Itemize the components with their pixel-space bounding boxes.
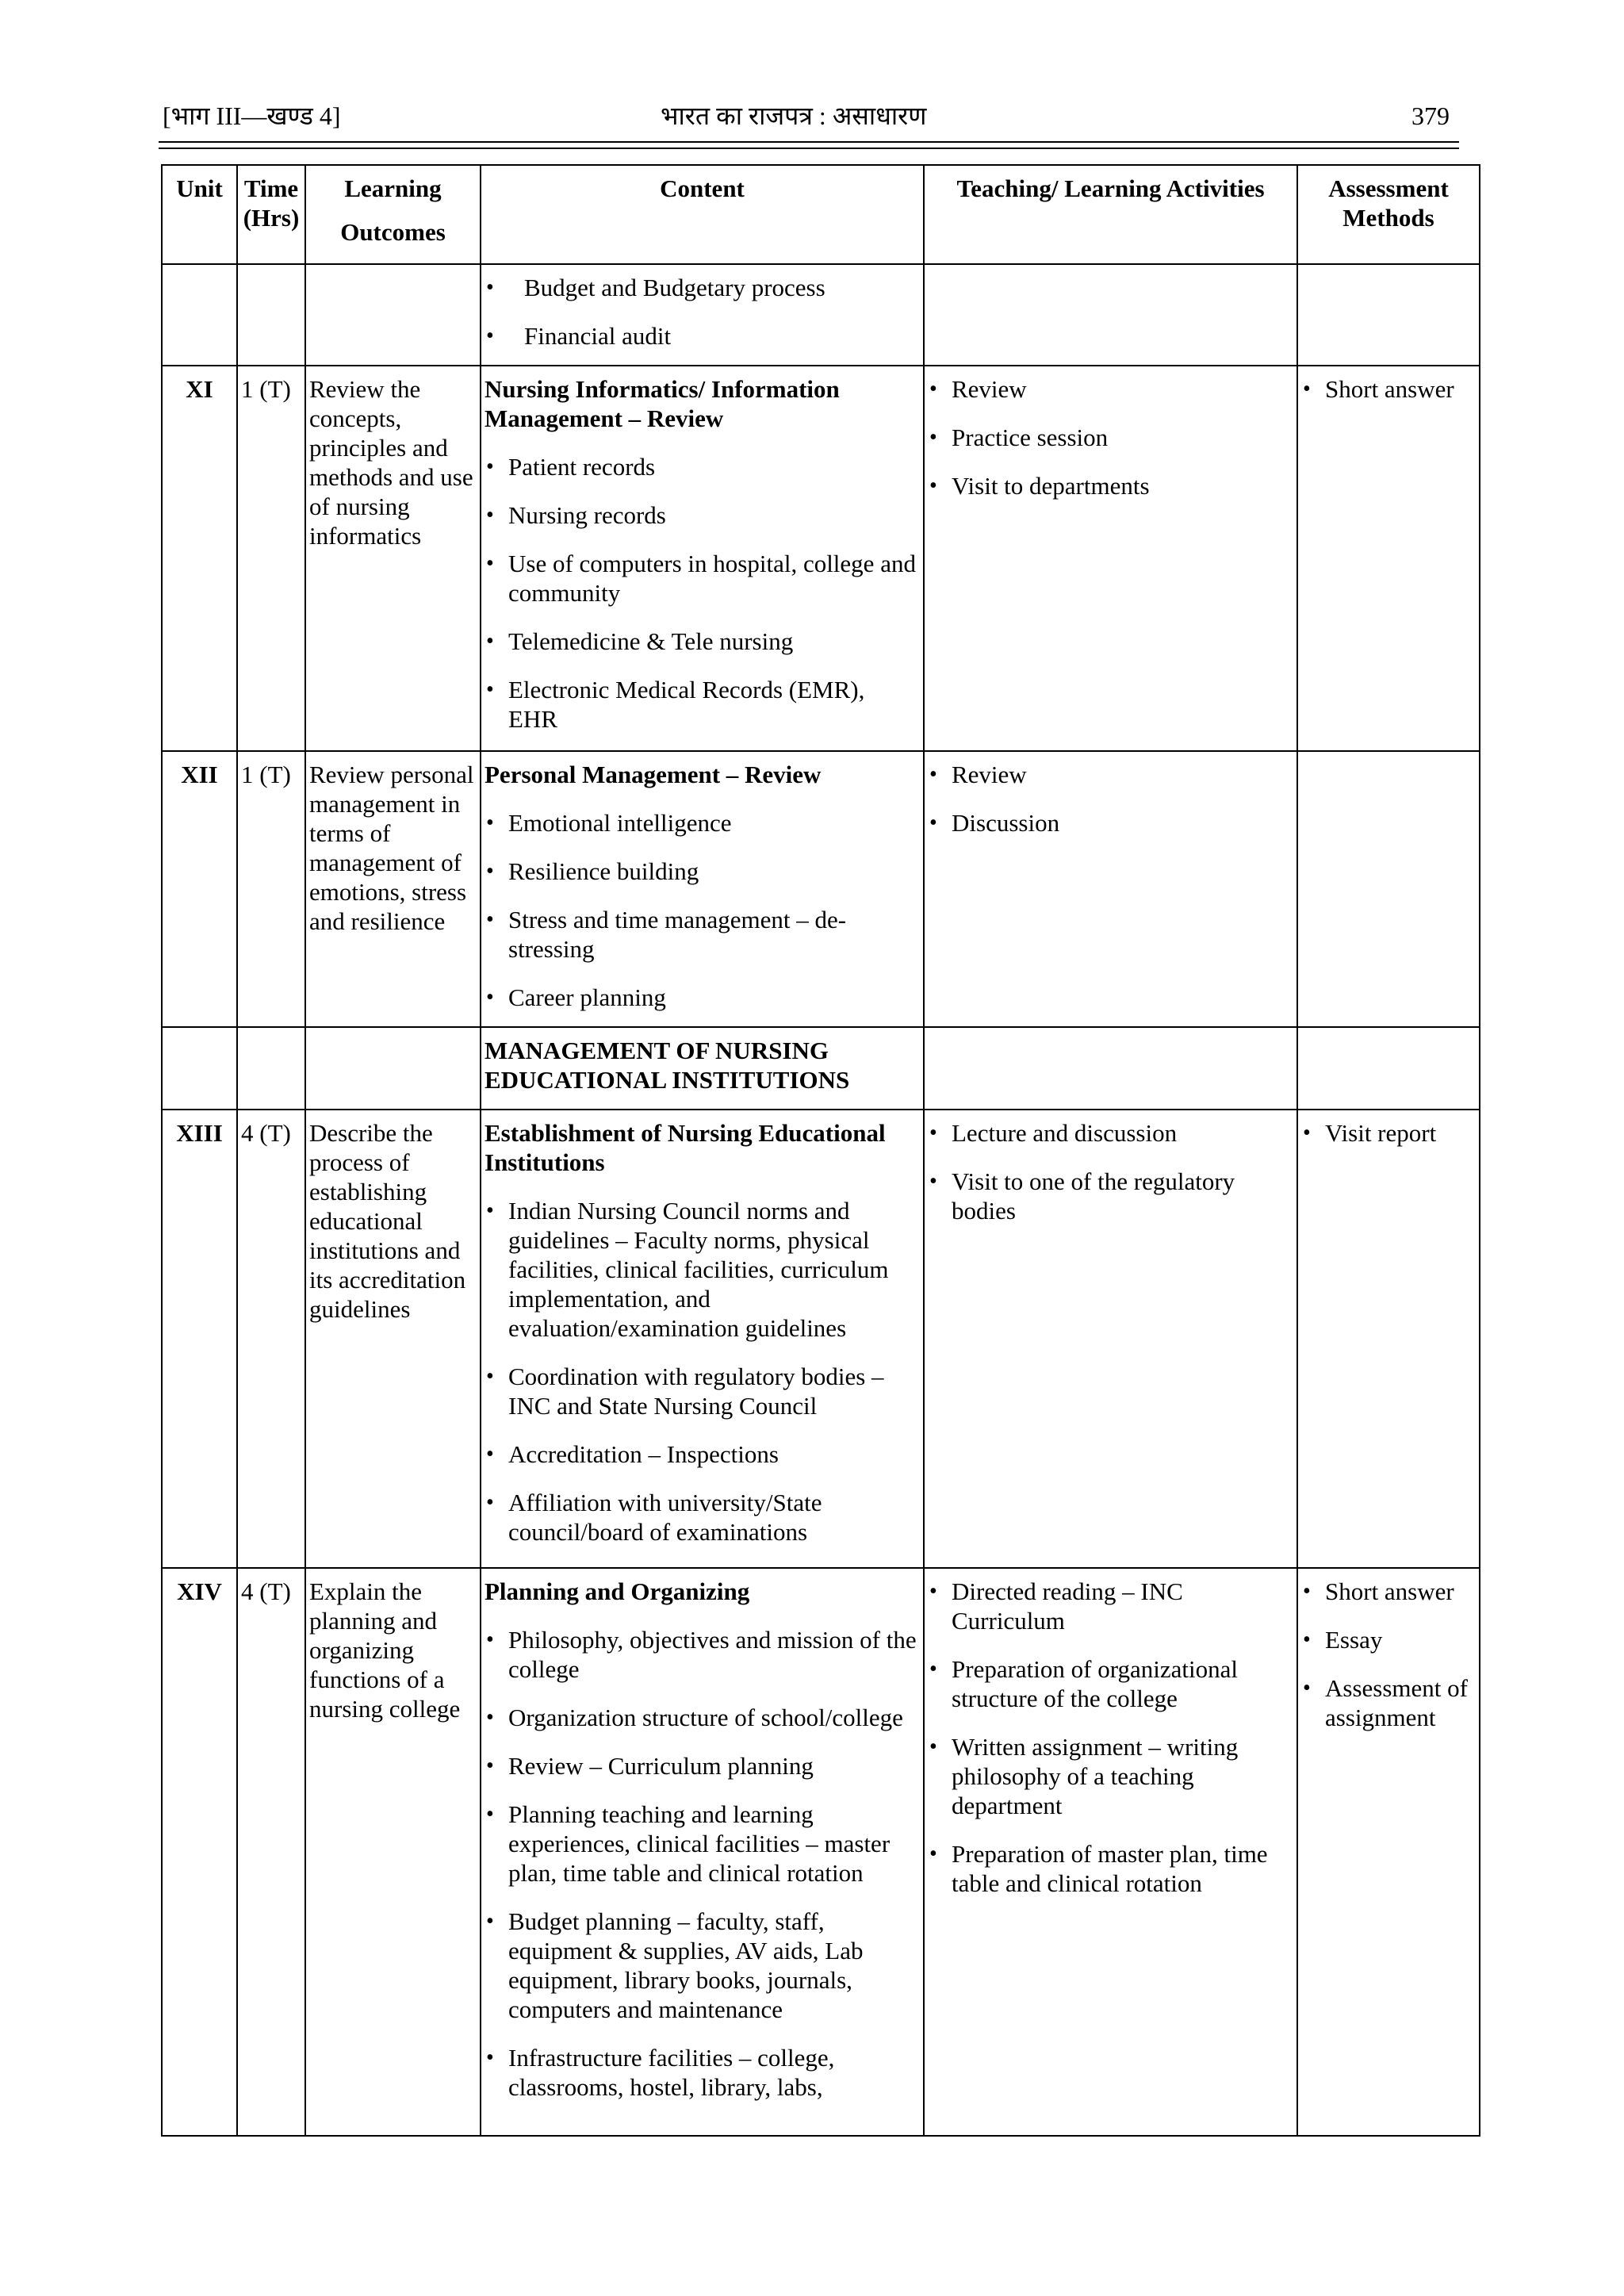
assessment-item: • Visit report [1301,1118,1476,1148]
table-row [162,1110,1480,1568]
table-row [162,1027,1480,1110]
activity-item: • Written assignment – writing philosophy of a teaching department [928,1732,1293,1820]
content-item: • Budget planning – faculty, staff, equipment & supplies, AV aids, Lab equipment, library books, journals, computers and maintenance [485,1907,920,2024]
activities-cell [924,264,1297,366]
assessment-item: • Short answer [1301,1577,1476,1606]
table-header-row [162,165,1480,264]
content-cell [481,264,924,366]
content-item: • Philosophy, objectives and mission of the college [485,1625,920,1684]
activity-item: • Visit to departments [928,471,1293,500]
content-item: • Stress and time management – de-stressing [485,905,920,964]
header-rule-top [159,141,1459,143]
activity-item: • Review [928,374,1293,404]
activity-item: • Directed reading – INC Curriculum [928,1577,1293,1635]
content-item: • Planning teaching and learning experiences, clinical facilities – master plan, time table and clinical rotation [485,1800,920,1888]
content-item: • Infrastructure facilities – college, classrooms, hostel, library, labs, [485,2043,920,2102]
activity-item: • Preparation of organizational structure of the college [928,1654,1293,1713]
learning-outcomes-cell [305,1027,481,1110]
activity-item: • Visit to one of the regulatory bodies [928,1167,1293,1225]
header-rule-bottom [159,148,1459,149]
learning-outcomes-cell: Review the concepts, principles and methods and use of nursing informatics [305,366,481,751]
time-cell: 1 (T) [237,366,305,751]
header-learning-outcomes: Learning Outcomes [305,165,481,264]
content-title: MANAGEMENT OF NURSING EDUCATIONAL INSTITUTIONS [485,1037,850,1094]
assessment-item: • Assessment of assignment [1301,1673,1476,1732]
content-item: • Use of computers in hospital, college and community [485,549,920,608]
header-part-section: [भाग III—खण्ड 4] [163,102,341,130]
content-item: • Budget and Budgetary process [485,273,920,302]
assessment-cell [1297,366,1480,751]
content-item: • Telemedicine & Tele nursing [485,627,920,656]
header-activities: Teaching/ Learning Activities [924,165,1297,264]
learning-outcomes-cell: Review personal management in terms of management of emotions, stress and resilience [305,751,481,1027]
content-item: • Resilience building [485,857,920,886]
unit-cell: XIV [162,1568,237,2136]
content-item: • Accreditation – Inspections [485,1439,920,1469]
assessment-cell [1297,1027,1480,1110]
activities-cell [924,1568,1297,2136]
content-cell [481,1110,924,1568]
content-item: • Emotional intelligence [485,808,920,838]
content-cell [481,1027,924,1110]
content-cell [481,751,924,1027]
assessment-cell [1297,751,1480,1027]
content-item: • Review – Curriculum planning [485,1751,920,1780]
time-cell: 4 (T) [237,1568,305,2136]
time-cell: 1 (T) [237,751,305,1027]
content-item: • Affiliation with university/State council/board of examinations [485,1488,920,1547]
activities-cell [924,366,1297,751]
header-content: Content [481,165,924,264]
content-item: • Financial audit [485,321,920,351]
unit-cell [162,1027,237,1110]
content-title: Planning and Organizing [485,1577,750,1605]
time-cell [237,264,305,366]
activity-item: • Preparation of master plan, time table and clinical rotation [928,1839,1293,1898]
content-item: • Patient records [485,452,920,481]
activities-cell [924,751,1297,1027]
header-assessment: Assessment Methods [1297,165,1480,264]
content-item: • Indian Nursing Council norms and guidelines – Faculty norms, physical facilities, clinical facilities, curriculum implementation, and evaluation/examination guidelines [485,1196,920,1343]
assessment-cell [1297,264,1480,366]
time-cell: 4 (T) [237,1110,305,1568]
content-cell [481,366,924,751]
content-item: • Electronic Medical Records (EMR), EHR [485,675,920,734]
assessment-cell [1297,1110,1480,1568]
learning-outcomes-cell: Describe the process of establishing educational institutions and its accreditation guidelines [305,1110,481,1568]
content-item: • Nursing records [485,500,920,530]
assessment-cell [1297,1568,1480,2136]
page-number: 379 [1411,102,1450,130]
unit-cell [162,264,237,366]
syllabus-table [161,164,1480,2137]
activities-cell [924,1110,1297,1568]
content-item: • Career planning [485,983,920,1012]
unit-cell: XIII [162,1110,237,1568]
assessment-item: • Short answer [1301,374,1476,404]
table-row [162,366,1480,751]
content-title: Nursing Informatics/ Information Management – Review [485,375,840,432]
header-gazette-title: भारत का राजपत्र : असाधारण [661,102,927,130]
content-item: • Organization structure of school/college [485,1703,920,1732]
time-cell [237,1027,305,1110]
activity-item: • Practice session [928,423,1293,452]
unit-cell: XII [162,751,237,1027]
header-unit: Unit [162,165,237,264]
content-item: • Coordination with regulatory bodies – INC and State Nursing Council [485,1362,920,1420]
learning-outcomes-cell [305,264,481,366]
header-time: Time (Hrs) [237,165,305,264]
content-title: Personal Management – Review [485,761,822,788]
learning-outcomes-cell: Explain the planning and organizing functions of a nursing college [305,1568,481,2136]
activity-item: • Review [928,760,1293,789]
content-cell [481,1568,924,2136]
activities-cell [924,1027,1297,1110]
unit-cell: XI [162,366,237,751]
table-row [162,264,1480,366]
table-row [162,1568,1480,2136]
content-title: Establishment of Nursing Educational Institutions [485,1119,886,1176]
activity-item: • Discussion [928,808,1293,838]
activity-item: • Lecture and discussion [928,1118,1293,1148]
assessment-item: • Essay [1301,1625,1476,1654]
table-row [162,751,1480,1027]
